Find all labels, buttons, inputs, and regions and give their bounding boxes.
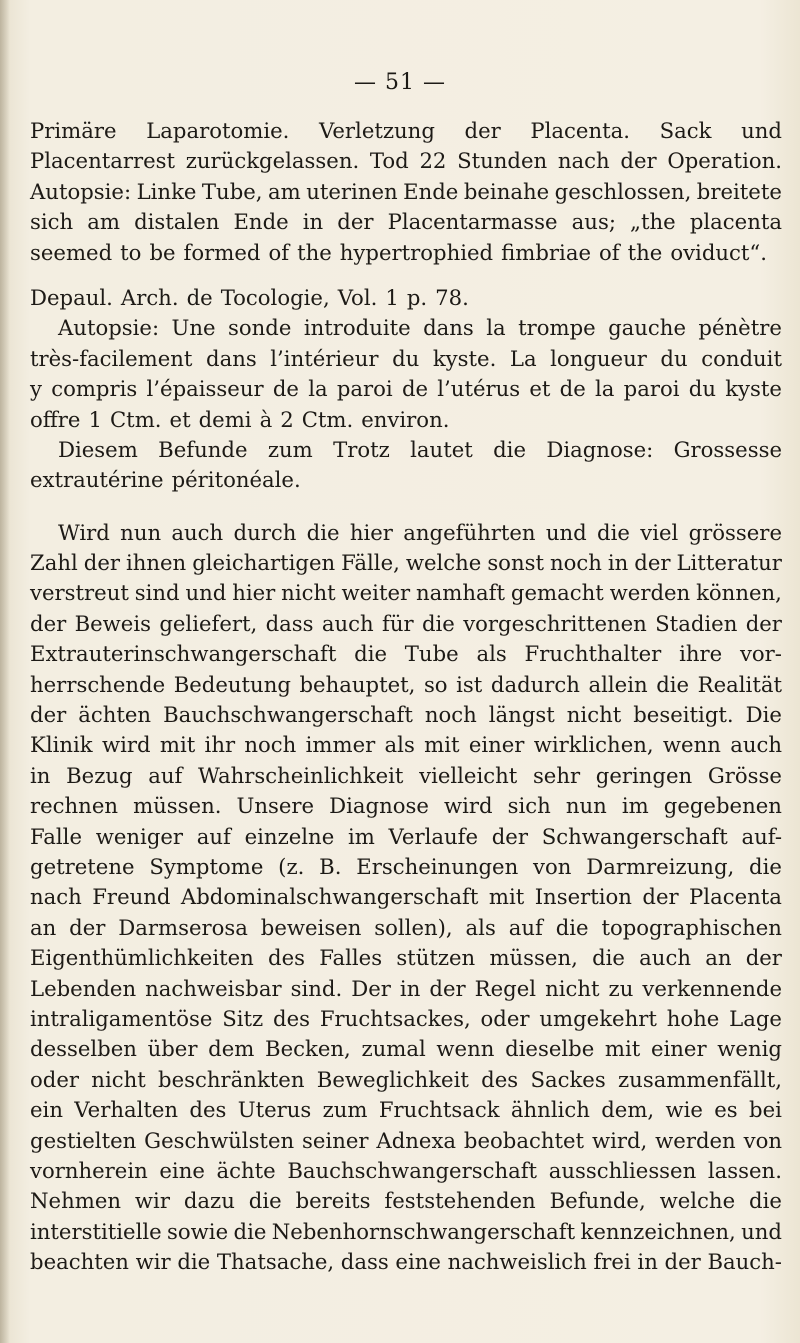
text-line: nach Freund Abdominalschwangerschaft mit Insertion der Placenta [30, 884, 782, 910]
text-line: rechnen müssen. Unsere Diagnose wird sich nun im gegebenen [30, 793, 782, 819]
text-line: Placentarrest zurückgelassen. Tod 22 Stunden nach der Operation. [30, 148, 782, 174]
text-line: Falle weniger auf einzelne im Verlaufe der Schwangerschaft auf- [30, 823, 782, 849]
paragraph-depaul-reference [30, 283, 782, 496]
text-line: vornherein eine ächte Bauchschwangerschaft ausschliessen lassen. [30, 1157, 782, 1183]
text-line: Autopsie: Une sonde introduite dans la trompe gauche pénètre [58, 315, 782, 341]
text-line: interstitielle sowie die Nebenhornschwangerschaft kennzeichnen, und [30, 1218, 782, 1244]
text-line: oder nicht beschränkten Beweglichkeit des Sackes zusammenfällt, [30, 1066, 782, 1092]
text-line: der Beweis geliefert, dass auch für die vorgeschrittenen Stadien der [30, 610, 782, 636]
text-line: Lebenden nachweisbar sind. Der in der Regel nicht zu verkennende [30, 975, 782, 1001]
text-line: très-facilement dans l’intérieur du kyste. La longueur du conduit [30, 345, 782, 371]
text-line: Diesem Befunde zum Trotz lautet die Diagnose: Grossesse [58, 436, 782, 462]
text-line: seemed to be formed of the hypertrophied fimbriae of the oviduct“. [30, 239, 767, 265]
text-line: an der Darmserosa beweisen sollen), als auf die topographischen [30, 914, 782, 940]
reference-line: Depaul. Arch. de Tocologie, Vol. 1 p. 78. [30, 284, 469, 310]
body-text [30, 116, 782, 1277]
text-line: beachten wir die Thatsache, dass eine nachweislich frei in der Bauch- [30, 1249, 782, 1275]
page-edge-shadow [0, 0, 10, 1343]
text-line: Wird nun auch durch die hier angeführten und die viel grössere [58, 519, 782, 545]
text-line: extrautérine péritonéale. [30, 467, 301, 493]
paragraph-discussion [30, 518, 782, 1278]
text-line: gestielten Geschwülsten seiner Adnexa beobachtet wird, werden von [30, 1127, 782, 1153]
text-line: desselben über dem Becken, zumal wenn dieselbe mit einer wenig [30, 1036, 782, 1062]
text-line: ein Verhalten des Uterus zum Fruchtsack ähnlich dem, wie es bei [30, 1097, 782, 1123]
text-line: Zahl der ihnen gleichartigen Fälle, welche sonst noch in der Litteratur [30, 550, 782, 576]
text-line: y compris l’épaisseur de la paroi de l’utérus et de la paroi du kyste [30, 376, 782, 402]
text-line: Klinik wird mit ihr noch immer als mit einer wirklichen, wenn auch [30, 732, 782, 758]
page-number: — 51 — [354, 70, 446, 95]
text-line: Extrauterinschwangerschaft die Tube als Fruchthalter ihre vor- [30, 641, 782, 667]
text-line: Nehmen wir dazu die bereits feststehenden Befunde, welche die [30, 1188, 782, 1214]
text-line: Autopsie: Linke Tube, am uterinen Ende beinahe geschlossen, breitete [30, 178, 782, 204]
text-line: intraligamentöse Sitz des Fruchtsackes, oder umgekehrt hohe Lage [30, 1005, 782, 1031]
paragraph-case-report [30, 116, 782, 268]
text-line: Eigenthümlichkeiten des Falles stützen müssen, die auch an der [30, 945, 782, 971]
text-line: der ächten Bauchschwangerschaft noch längst nicht beseitigt. Die [30, 702, 782, 728]
text-line: getretene Symptome (z. B. Erscheinungen von Darmreizung, die [30, 853, 782, 879]
text-line: in Bezug auf Wahrscheinlichkeit vielleicht sehr geringen Grösse [30, 762, 782, 788]
text-line: offre 1 Ctm. et demi à 2 Ctm. environ. [30, 406, 450, 432]
text-line: Primäre Laparotomie. Verletzung der Placenta. Sack und [30, 118, 782, 143]
text-line: sich am distalen Ende in der Placentarmasse aus; „the placenta [30, 209, 782, 235]
text-line: herrschende Bedeutung behauptet, so ist dadurch allein die Realität [30, 671, 782, 697]
text-line: verstreut sind und hier nicht weiter namhaft gemacht werden können, [30, 580, 782, 606]
